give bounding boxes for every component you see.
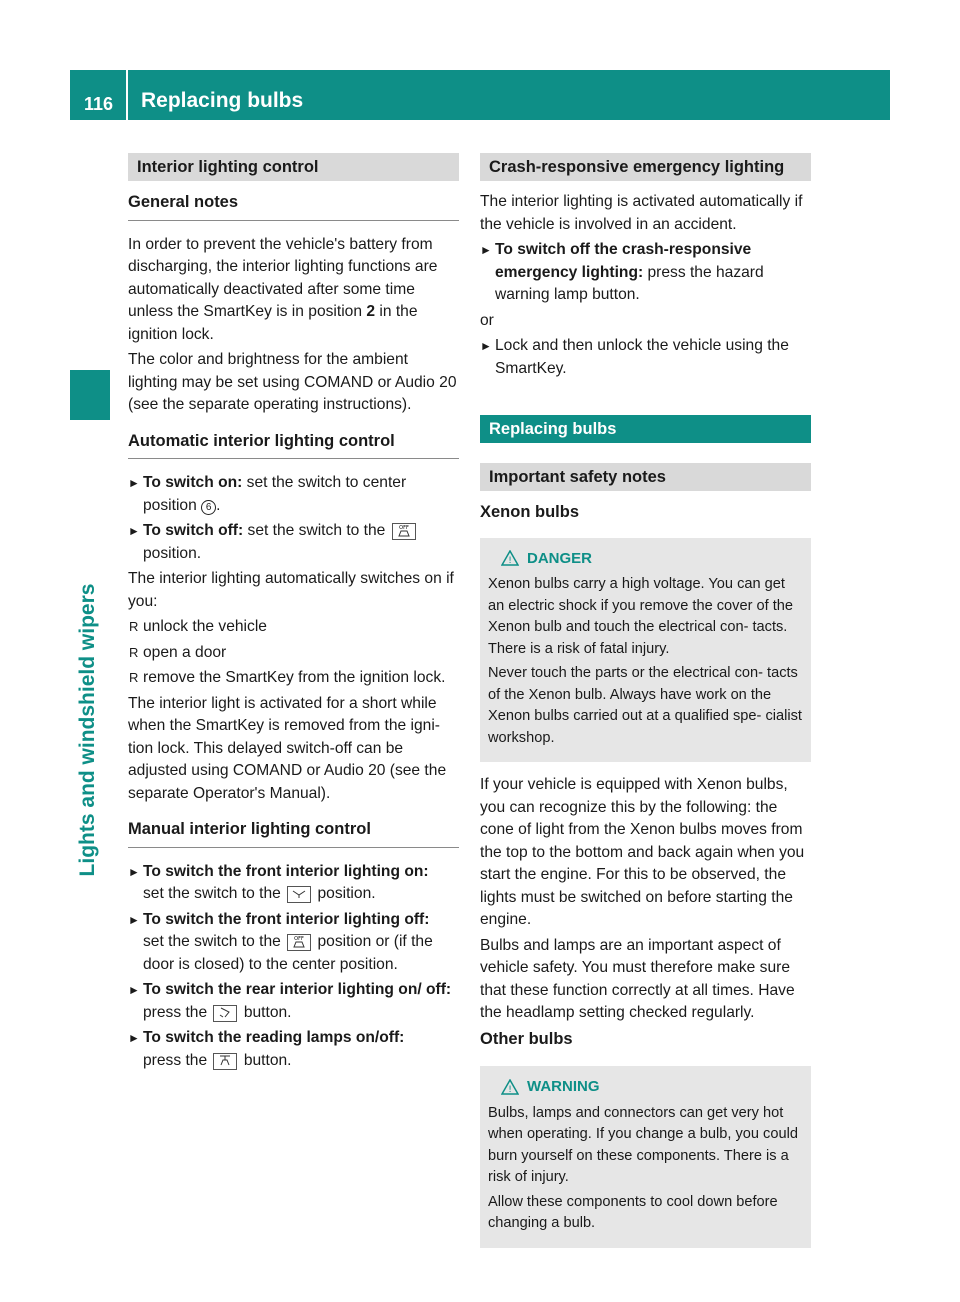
section-crash-lighting: Crash-responsive emergency lighting <box>480 153 811 181</box>
arrow-icon: ► <box>128 1031 140 1045</box>
step-front-off: ► To switch the front interior lighting off: set the switch to the OFF position or (if the door is closed) to the center position. <box>128 910 433 973</box>
header-divider <box>126 70 128 120</box>
step-switch-on: ► To switch on: set the switch to center position 6 . <box>128 474 407 514</box>
danger-text: Never touch the parts or the electrical con- tacts of the Xenon bulb. Always have work on the Xenon bulbs carried out at a qualified spe- cialist workshop. <box>488 665 802 746</box>
heading-other-bulbs: Other bulbs <box>480 1029 573 1048</box>
heading-general-notes: General notes <box>128 191 459 221</box>
warning-box <box>480 1066 811 1248</box>
off-switch-icon <box>287 934 311 951</box>
warning-text: Bulbs, lamps and connectors can get very hot when operating. If you change a bulb, you could burn yourself on these components. There is a risk of injury. <box>488 1104 798 1185</box>
bullet-icon: R <box>129 644 139 660</box>
step-reading-lamps: ► To switch the reading lamps on/off: press the button. <box>128 1029 405 1069</box>
front-light-icon <box>287 886 311 903</box>
arrow-icon: ► <box>480 339 492 353</box>
step-crash-off: ► To switch off the crash-responsive emergency lighting: press the hazard warning lamp button. <box>480 241 764 303</box>
paragraph: In order to prevent the vehicle's battery from discharging, the interior lighting functions are automatically deactivated after some time unless the SmartKey is in position 2 in the ignition lock. <box>128 235 438 343</box>
or-label: or <box>480 311 494 329</box>
side-tab-marker <box>70 370 110 420</box>
danger-text: Xenon bulbs carry a high voltage. You can get an electric shock if you remove the cover of the Xenon bulb and touch the electrical con- tacts. There is a risk of fatal injury. <box>488 576 793 657</box>
left-column <box>128 153 459 1075</box>
arrow-icon: ► <box>128 864 140 879</box>
section-interior-lighting: Interior lighting control <box>128 153 459 181</box>
svg-text:!: ! <box>508 556 512 567</box>
svg-text:OFF: OFF <box>398 525 409 531</box>
position-6-icon: 6 <box>201 500 216 515</box>
paragraph: If your vehicle is equipped with Xenon bulbs, you can recognize this by the following: the cone of light from the Xenon bulbs moves from the top to the bottom and back again when you start the engine. For this to be observed, the lights must be switched on before starting the engine. <box>480 776 805 928</box>
bullet-icon: R <box>129 670 139 685</box>
paragraph: Bulbs and lamps are an important aspect of vehicle safety. You must therefore make sure that these function correctly at all times. Have the headlamp setting checked regularly. <box>480 936 795 1021</box>
warning-triangle-icon <box>501 1079 519 1095</box>
paragraph: The interior lighting automatically switches on if you: <box>128 570 454 610</box>
danger-label: DANGER <box>527 549 593 567</box>
heading-xenon-bulbs: Xenon bulbs <box>480 503 579 521</box>
paragraph: The color and brightness for the ambient lighting may be set using COMAND or Audio 20 (see the separate operating instructions). <box>128 351 457 413</box>
step-rear-toggle: ► To switch the rear interior lighting on/ off: press the button. <box>128 981 452 1021</box>
arrow-icon: ► <box>128 524 140 538</box>
warning-label: WARNING <box>527 1078 600 1095</box>
step-switch-off: ► To switch off: set the switch to the OFF position. <box>128 520 459 565</box>
svg-text:!: ! <box>508 1084 512 1095</box>
off-switch-icon <box>392 523 416 540</box>
list-item: R unlock the vehicle <box>128 616 459 639</box>
side-tab-label: Lights and windshield wipers <box>76 583 99 877</box>
step-front-on: ► To switch the front interior lighting on: set the switch to the position. <box>128 862 429 902</box>
arrow-icon: ► <box>128 912 140 927</box>
arrow-icon: ► <box>128 476 140 490</box>
chapter-title: Replacing bulbs <box>141 89 304 112</box>
step-lock-unlock: ► Lock and then unlock the vehicle using the SmartKey. <box>480 337 789 377</box>
section-safety-notes: Important safety notes <box>480 463 811 491</box>
page-number: 116 <box>84 94 114 114</box>
list-item: R remove the SmartKey from the ignition lock. <box>128 667 459 690</box>
warning-text: Allow these components to cool down before changing a bulb. <box>488 1193 778 1231</box>
rear-light-icon <box>213 1005 237 1022</box>
danger-box <box>480 538 811 763</box>
heading-manual-control: Manual interior lighting control <box>128 818 459 848</box>
right-column <box>480 153 811 1260</box>
reading-lamp-icon <box>213 1053 237 1070</box>
paragraph: The interior light is activated for a short while when the SmartKey is removed from the igni- tion lock. This delayed switch-off can be adjusted using COMAND or Audio 20 (see the separate Operator's Manual). <box>128 694 447 802</box>
warning-triangle-icon <box>501 550 519 566</box>
bullet-icon: R <box>129 619 139 634</box>
arrow-icon: ► <box>480 243 492 257</box>
list-item: R open a door <box>128 642 459 665</box>
section-replacing-bulbs: Replacing bulbs <box>480 415 811 443</box>
svg-text:OFF: OFF <box>294 936 304 942</box>
arrow-icon: ► <box>128 983 140 997</box>
heading-automatic-control: Automatic interior lighting control <box>128 430 459 460</box>
paragraph: The interior lighting is activated automatically if the vehicle is involved in an accident. <box>480 193 803 233</box>
